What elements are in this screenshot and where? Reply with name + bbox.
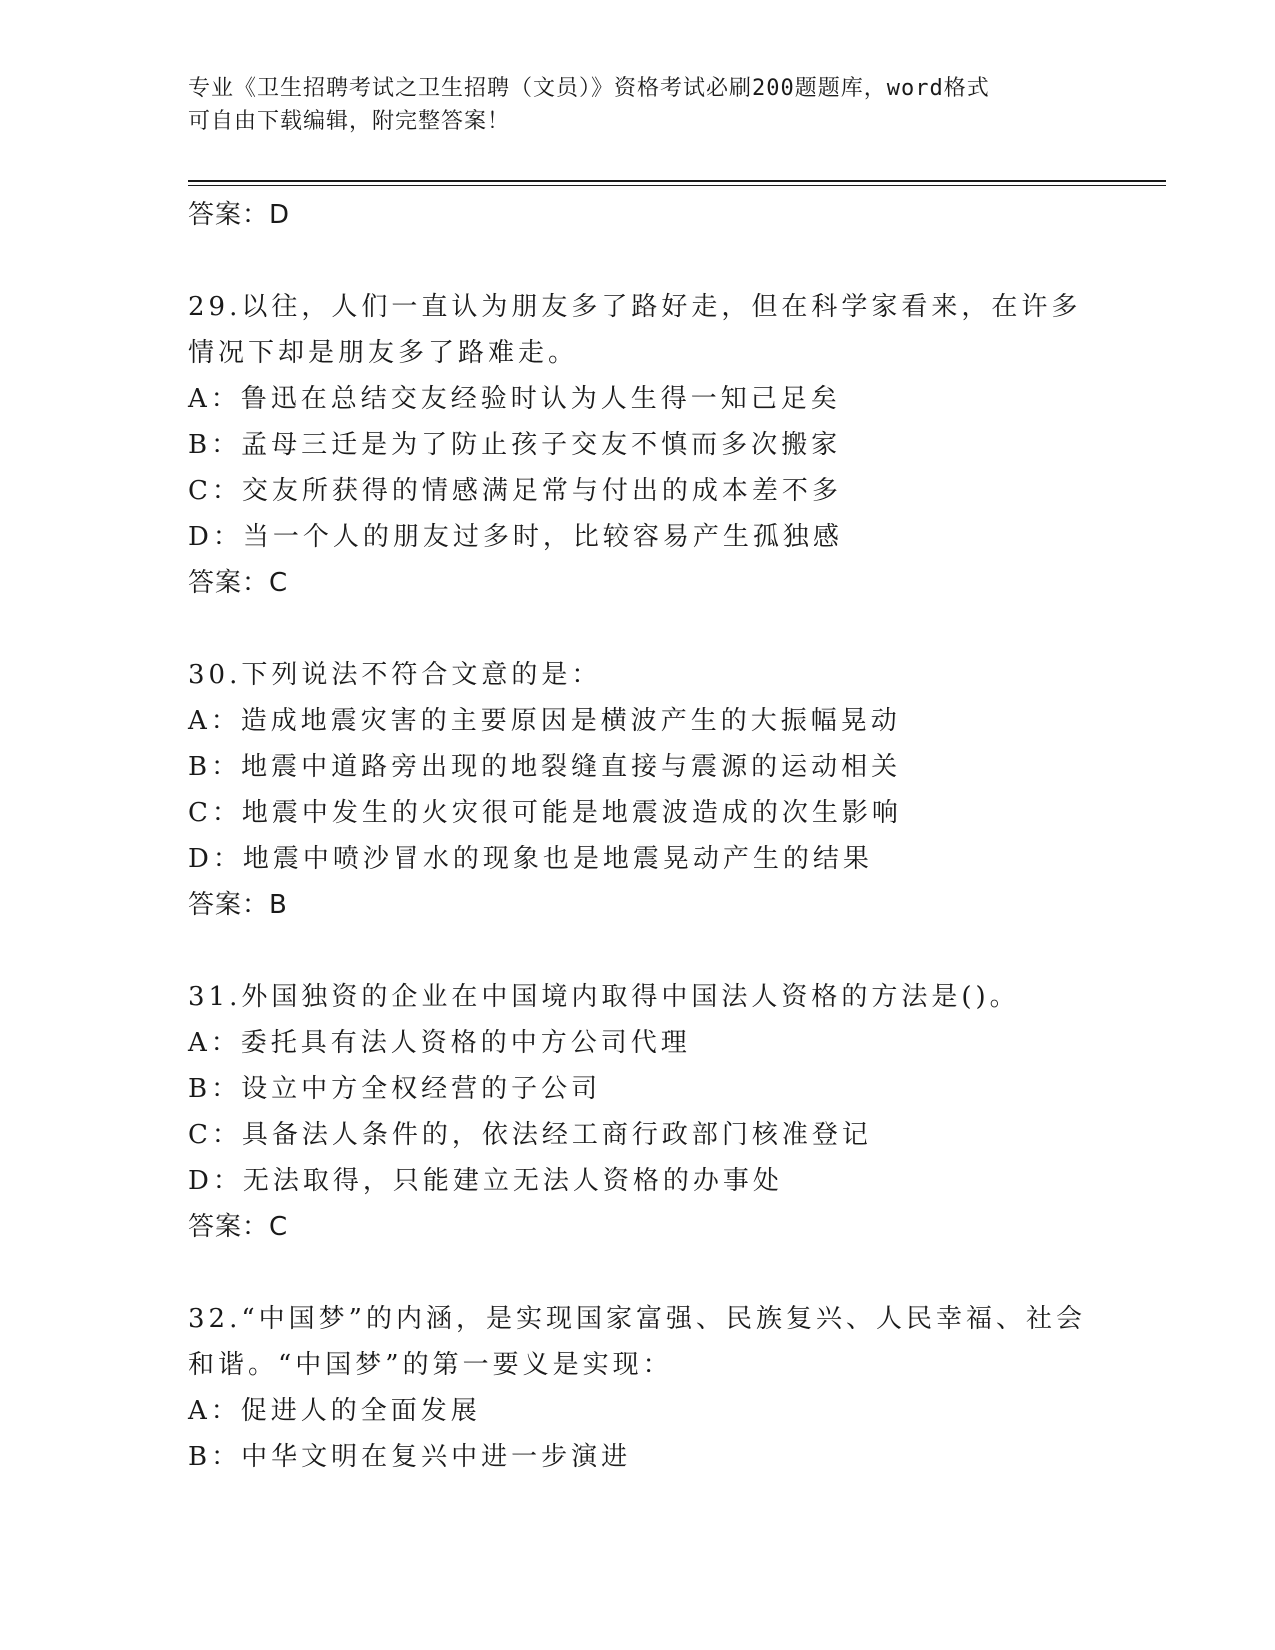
header-divider: [188, 180, 1166, 182]
option-c: C：交友所获得的情感满足常与付出的成本差不多: [188, 476, 842, 506]
question-text: [188, 974, 1088, 1020]
answer-line: 答案：D: [188, 200, 291, 230]
option-d: D：当一个人的朋友过多时，比较容易产生孤独感: [188, 522, 843, 552]
question-number: 30.: [188, 660, 242, 690]
question-text: [188, 1296, 1088, 1388]
question-31: [188, 974, 1088, 1250]
question-body: 下列说法不符合文意的是：: [241, 660, 602, 690]
option-b: B：设立中方全权经营的子公司: [188, 1074, 602, 1104]
header-line-1: 专业《卫生招聘考试之卫生招聘（文员）》资格考试必刷200题题库，word格式: [188, 76, 990, 101]
option-a: A：促进人的全面发展: [188, 1396, 481, 1426]
question-number: 32.: [188, 1304, 242, 1334]
option-a: A：造成地震灾害的主要原因是横波产生的大振幅晃动: [188, 706, 901, 736]
question-body: 外国独资的企业在中国境内取得中国法人资格的方法是()。: [241, 982, 1020, 1012]
question-list: [188, 190, 1088, 1480]
option-a: A：委托具有法人资格的中方公司代理: [188, 1028, 691, 1058]
answer-line: 答案：B: [188, 890, 288, 920]
option-c: C：具备法人条件的，依法经工商行政部门核准登记: [188, 1120, 872, 1150]
question-text: [188, 652, 1088, 698]
question-text: [188, 284, 1088, 376]
question-29: [188, 284, 1088, 606]
header-line-2: 可自由下载编辑，附完整答案！: [188, 109, 511, 134]
question-body: 以往，人们一直认为朋友多了路好走，但在科学家看来，在许多情况下却是朋友多了路难走。: [188, 292, 1082, 368]
option-b: B：地震中道路旁出现的地裂缝直接与震源的运动相关: [188, 752, 902, 782]
question-number: 31.: [188, 982, 242, 1012]
header-divider-thin: [188, 185, 1166, 186]
option-d: D：无法取得，只能建立无法人资格的办事处: [188, 1166, 783, 1196]
question-body: “中国梦”的内涵，是实现国家富强、民族复兴、人民幸福、社会和谐。“中国梦”的第一要义是实现：: [188, 1304, 1086, 1380]
option-c: C：地震中发生的火灾很可能是地震波造成的次生影响: [188, 798, 902, 828]
question-30: [188, 652, 1088, 928]
page-header: [188, 72, 1088, 138]
answer-line: 答案：C: [188, 568, 289, 598]
question-32: [188, 1296, 1088, 1480]
answer-line: 答案：C: [188, 1212, 289, 1242]
question-number: 29.: [188, 292, 242, 322]
option-b: B：孟母三迁是为了防止孩子交友不慎而多次搬家: [188, 430, 842, 460]
option-d: D：地震中喷沙冒水的现象也是地震晃动产生的结果: [188, 844, 873, 874]
option-a: A：鲁迅在总结交友经验时认为人生得一知己足矣: [188, 384, 841, 414]
option-b: B：中华文明在复兴中进一步演进: [188, 1442, 632, 1472]
